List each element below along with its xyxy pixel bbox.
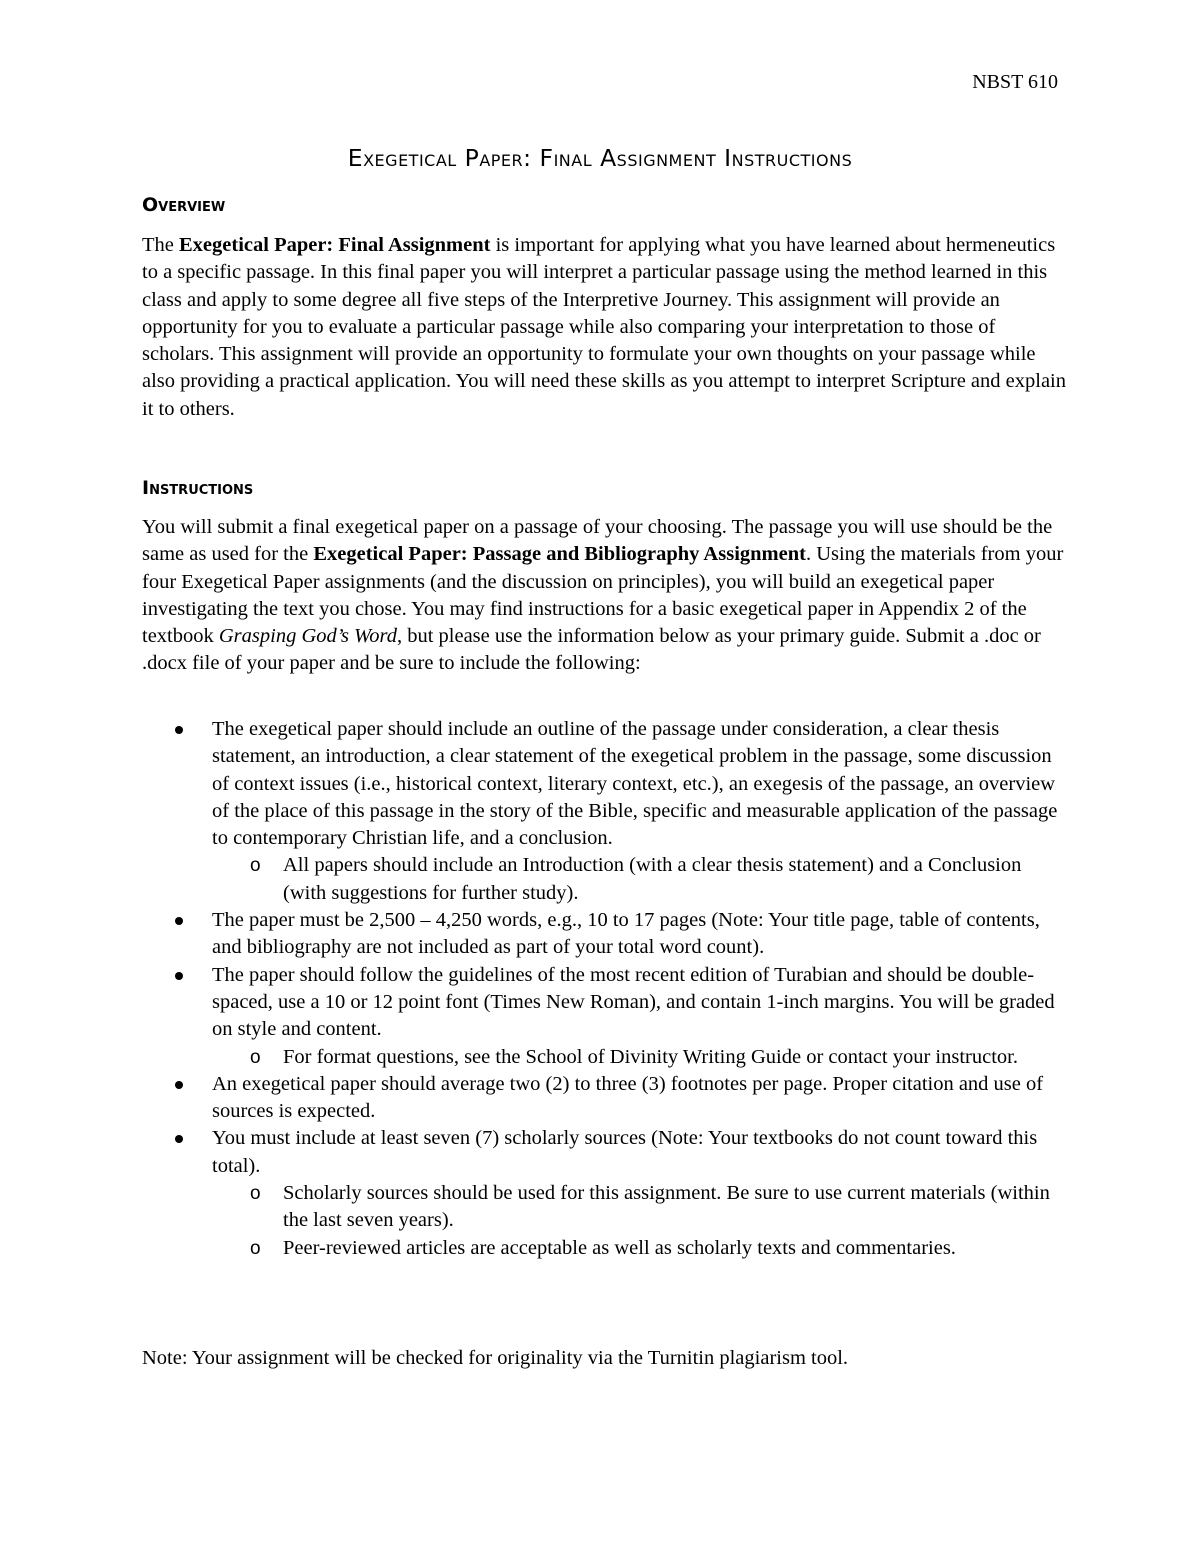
course-code: NBST 610: [972, 71, 1058, 93]
sub-list-item: [212, 1044, 1067, 1071]
circle-bullet-icon: o: [250, 1237, 261, 1259]
circle-bullet-icon: o: [250, 855, 261, 877]
sub-list-item-text: Peer-reviewed articles are acceptable as well as scholarly texts and commentaries.: [283, 1236, 956, 1259]
list-item: [142, 962, 1067, 1071]
textbook-title: Grasping God’s Word: [218, 625, 397, 648]
overview-lead: The: [142, 234, 179, 256]
sub-list: [212, 1044, 1067, 1071]
list-item: [142, 907, 1067, 962]
bullet-icon: [175, 917, 183, 925]
circle-bullet-icon: o: [250, 1046, 261, 1068]
overview-body: is important for applying what you have learned about hermeneutics to a specific passage. In this final paper you will interpret a particular passage using the method learned in this class and apply to some degree all five steps of the Interpretive Journey. This assignment will provide an opportunity for you to evaluate a particular passage while also comparing your interpretation to those of scholars. This assignment will provide an opportunity to formulate your own thoughts on your passage while also providing a practical application. You will need these skills as you attempt to interpret Scripture and explain it to others.: [142, 234, 1066, 420]
bullet-icon: [175, 1135, 183, 1143]
sub-list-item-text: All papers should include an Introduction (with a clear thesis statement) and a Conclusion (with suggestions for further study).: [283, 854, 1022, 904]
overview-paragraph: [142, 232, 1067, 423]
list-item-text: You must include at least seven (7) scholarly sources (Note: Your textbooks do not count toward this total).: [212, 1127, 1038, 1177]
circle-bullet-icon: o: [250, 1183, 261, 1205]
instructions-assignment-name: Exegetical Paper: Passage and Bibliography Assignment: [313, 543, 806, 566]
requirements-list: [142, 716, 1067, 1262]
list-item-text: The paper must be 2,500 – 4,250 words, e.g., 10 to 17 pages (Note: Your title page, table of contents, and bibliography are not included as part of your total word count).: [212, 909, 1040, 959]
list-item: [142, 1071, 1067, 1126]
list-item-text: An exegetical paper should average two (2) to three (3) footnotes per page. Proper citation and use of sources is expected.: [212, 1072, 1044, 1123]
overview-heading: Overview: [142, 194, 226, 216]
sub-list: [212, 1180, 1067, 1262]
sub-list-item: [212, 1235, 1067, 1262]
list-item: [142, 716, 1067, 907]
instructions-text-2: . Using the materials from your four Exegetical Paper assignments (and the discussion on principles), you will build an exegetical paper investigating the text you chose. You may find instructions for a basic exegetical paper in Appendix 2 of the textbook: [142, 543, 1064, 648]
sub-list-item: [212, 1180, 1067, 1235]
overview-assignment-name: Exegetical Paper: Final Assignment: [179, 234, 491, 256]
sub-list: [212, 852, 1067, 907]
list-item: [142, 1125, 1067, 1261]
instructions-text-3: , but please use the information below as your primary guide. Submit a .doc or .docx file of your paper and be sure to include the following:: [142, 625, 1041, 675]
sub-list-item: [212, 852, 1067, 907]
originality-note: Note: Your assignment will be checked for originality via the Turnitin plagiarism tool.: [142, 1347, 849, 1369]
instructions-paragraph: [142, 514, 1067, 678]
list-item-text: The paper should follow the guidelines of the most recent edition of Turabian and should be double-spaced, use a 10 or 12 point font (Times New Roman), and contain 1-inch margins. You will be graded on style and content.: [212, 963, 1055, 1041]
bullet-icon: [175, 1081, 183, 1089]
instructions-text-1: You will submit a final exegetical paper on a passage of your choosing. The passage you will use should be the same as used for the: [142, 516, 1053, 566]
document-title: Exegetical Paper: Final Assignment Instructions: [347, 144, 853, 172]
bullet-icon: [175, 726, 183, 734]
bullet-icon: [175, 972, 183, 980]
sub-list-item-text: For format questions, see the School of Divinity Writing Guide or contact your instructor.: [283, 1045, 1018, 1068]
list-item-text: The exegetical paper should include an outline of the passage under consideration, a clear thesis statement, an introduction, a clear statement of the exegetical problem in the passage, some discussion of context issues (i.e., historical context, literary context, etc.), an exegesis of the passage, an overview of the place of this passage in the story of the Bible, specific and measurable application of the passage to contemporary Christian life, and a conclusion.: [212, 718, 1058, 850]
sub-list-item-text: Scholarly sources should be used for this assignment. Be sure to use current materials (within the last seven years).: [283, 1182, 1050, 1232]
instructions-heading: Instructions: [142, 477, 254, 499]
